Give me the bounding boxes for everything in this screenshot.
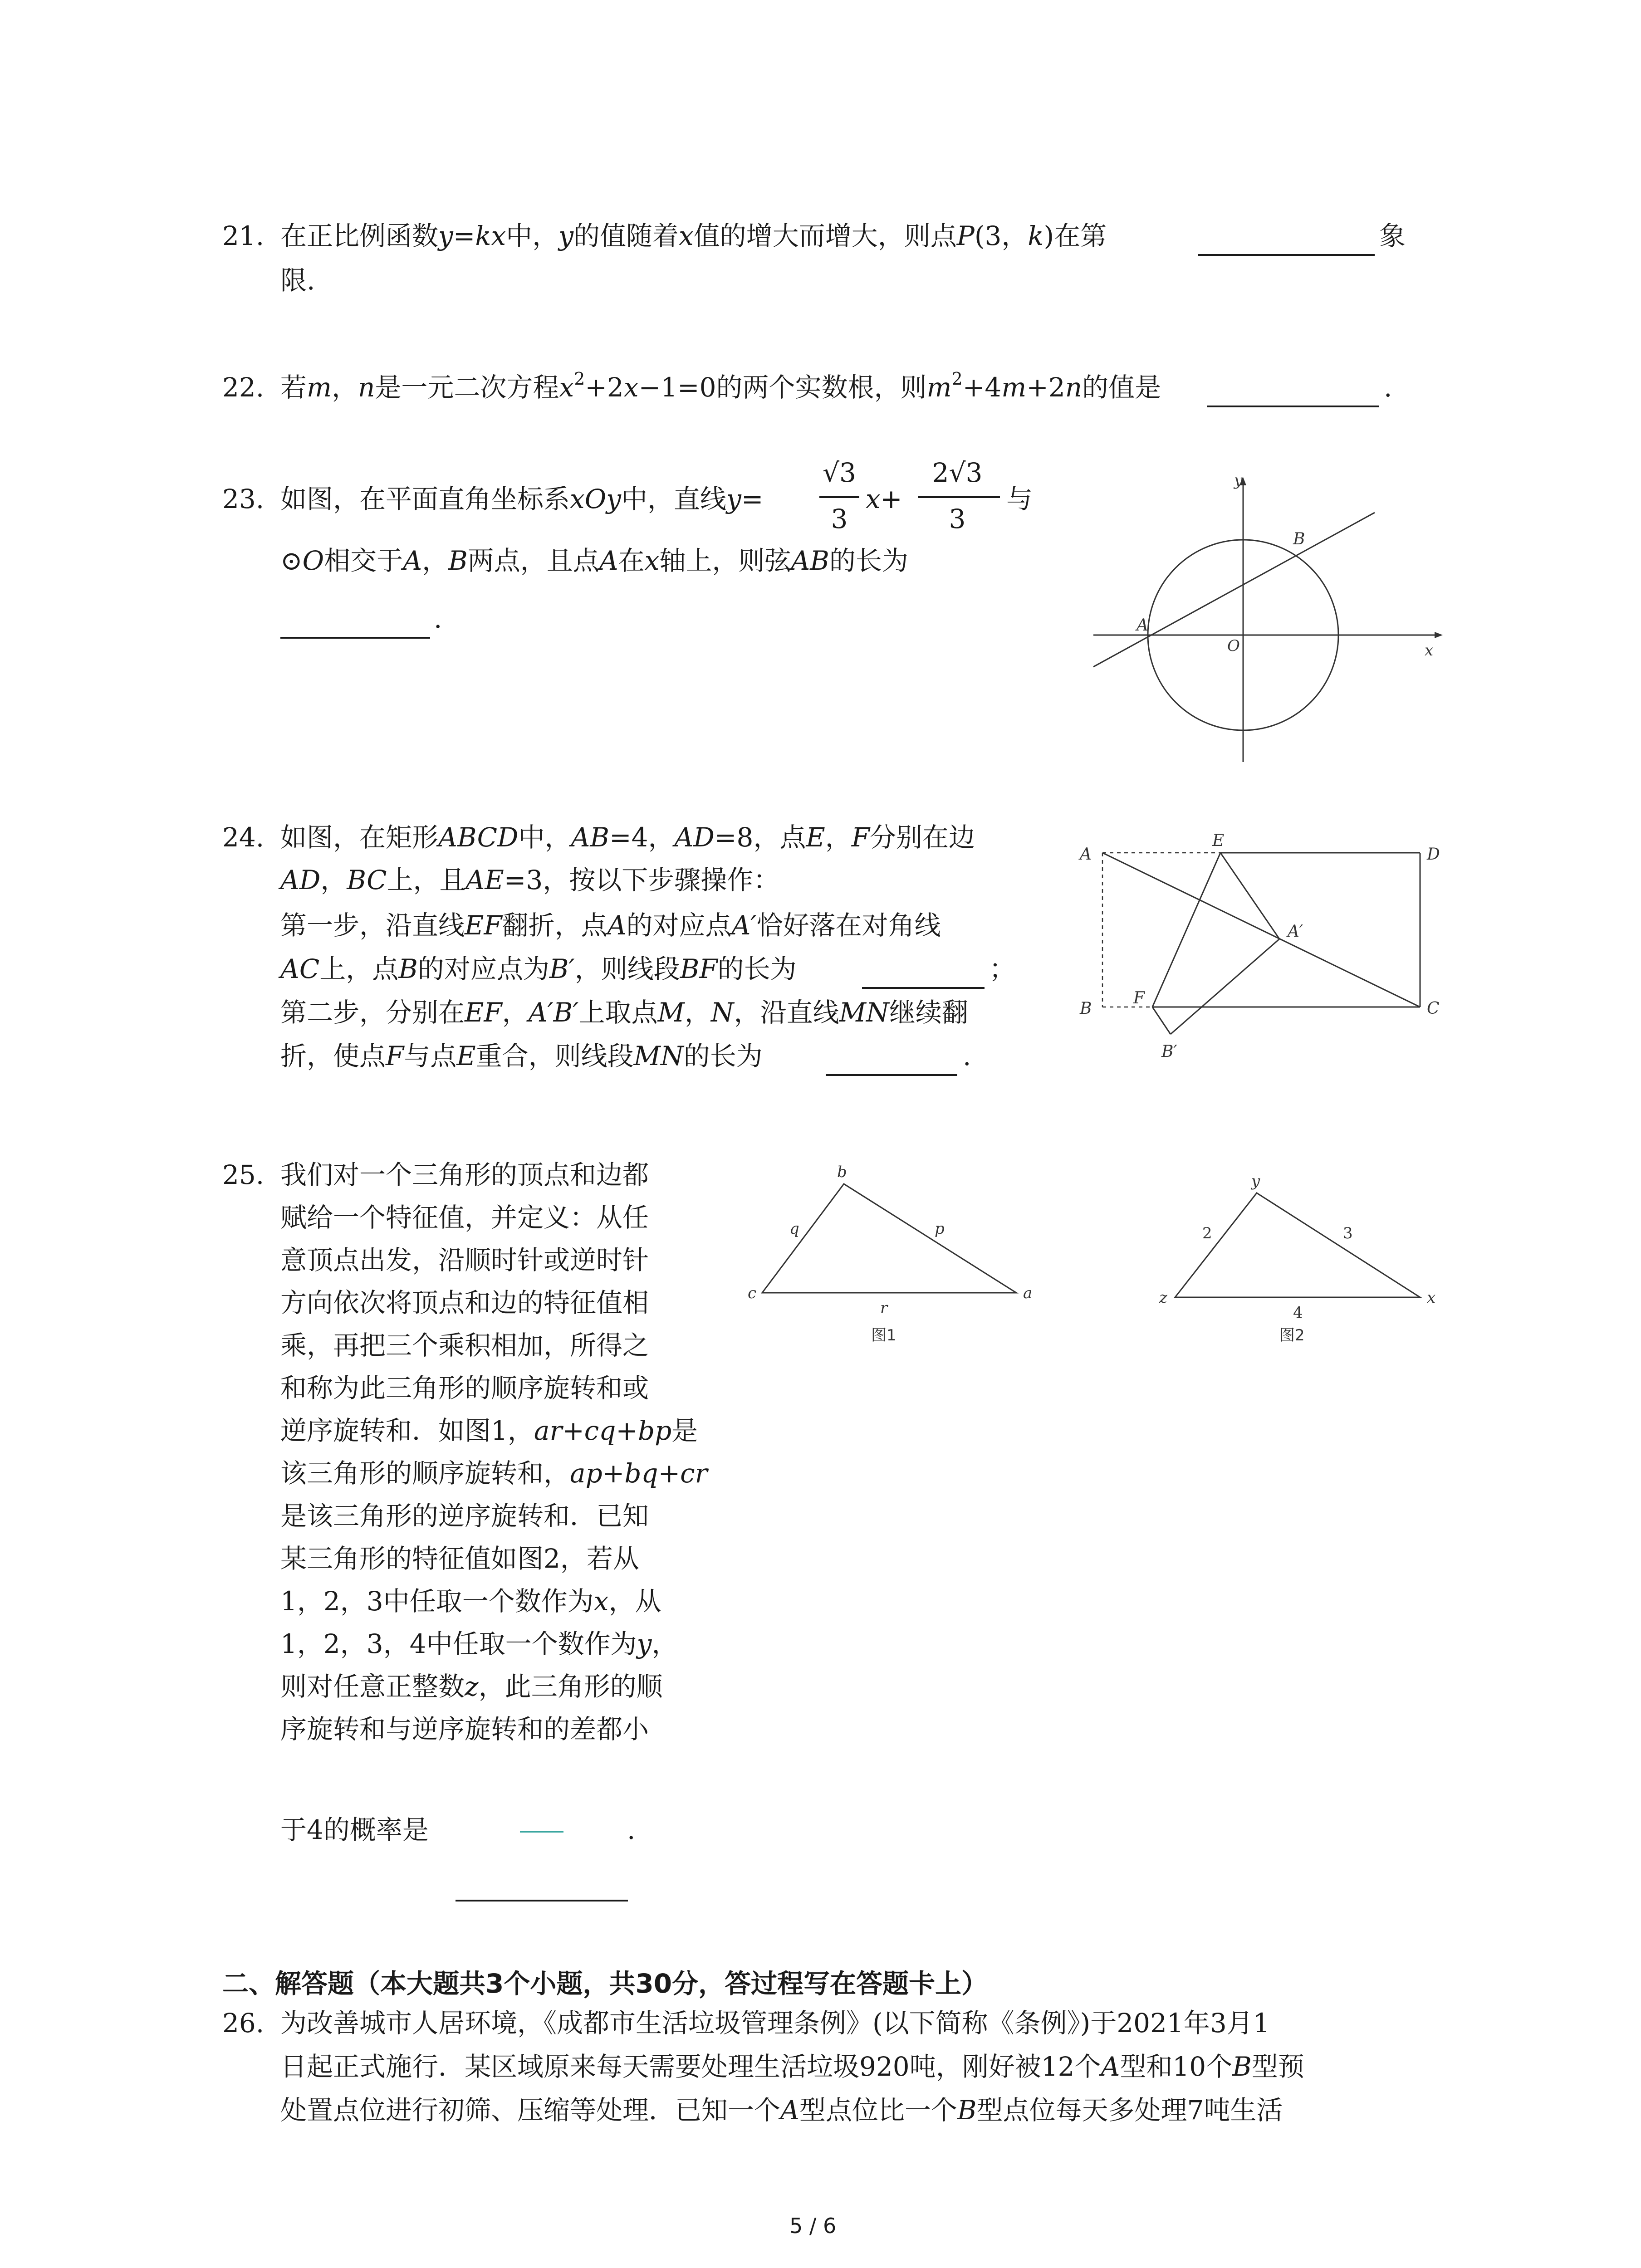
q25-line-6: 和称为此三角形的顺序旋转和或: [280, 1373, 649, 1403]
q21-answer-blank[interactable]: [1198, 254, 1375, 256]
q23-label-b: B: [1293, 530, 1305, 548]
q25-line-9: 是该三角形的逆序旋转和．已知: [280, 1501, 649, 1531]
q24-line4-end: ；: [989, 953, 1016, 984]
q24-line6-end: .: [963, 1041, 971, 1071]
q25-line-14: 序旋转和与逆序旋转和的差都小: [280, 1714, 649, 1745]
q25-fig2-x: x: [1427, 1289, 1436, 1307]
q23-number: 23.: [222, 484, 265, 514]
q25-fig1-p: p: [935, 1220, 945, 1238]
q24-label-c: C: [1427, 999, 1440, 1018]
q23-text-plus: +: [880, 484, 902, 514]
q25-line-7: 逆序旋转和．如图1，ar+cq+bp是: [280, 1415, 698, 1446]
q25-line-10: 某三角形的特征值如图2，若从: [280, 1543, 639, 1574]
q24-line4: AC上，点B的对应点为B′，则线段BF的长为: [280, 953, 797, 984]
q25-line-11: 1，2，3中任取一个数作为x，从: [280, 1586, 661, 1617]
q23-frac1-num: √3: [823, 457, 856, 488]
q24-figure: [1080, 826, 1452, 1080]
q24-label-d: D: [1427, 845, 1440, 864]
page-number: 5 / 6: [789, 2214, 837, 2238]
q25-figure-1: [744, 1161, 1062, 1352]
q23-text-a: 如图，在平面直角坐标系xOy中，直线y=: [280, 484, 764, 514]
q25-line-8: 该三角形的顺序旋转和，ap+bq+cr: [280, 1458, 708, 1489]
q23-label-o: O: [1227, 637, 1240, 655]
q21-line1: 在正比例函数y=kx中，y的值随着x值的增大而增大，则点P(3，k)在第: [280, 220, 1107, 251]
q25-end: .: [627, 1814, 636, 1845]
q25-line-13: 则对任意正整数z，此三角形的顺: [280, 1671, 663, 1702]
q25-line-12: 1，2，3，4中任取一个数作为y，: [280, 1628, 678, 1659]
q25-fig1-b: b: [837, 1163, 847, 1181]
q24-answer-blank-2[interactable]: [826, 1074, 957, 1076]
q25-line-2: 赋给一个特征值，并定义：从任: [280, 1202, 649, 1233]
q26-line1: 为改善城市人居环境，《成都市生活垃圾管理条例》(以下简称《条例》)于2021年3月1: [280, 2008, 1270, 2038]
q24-label-f: F: [1133, 989, 1145, 1007]
section-2-title: 二、解答题（本大题共3个小题，共30分，答过程写在答题卡上）: [222, 1968, 988, 1999]
q26-number: 26.: [222, 2008, 265, 2038]
q23-frac2-bar: [918, 496, 1000, 498]
q23-end: .: [434, 603, 442, 634]
q25-fig2-y: y: [1251, 1172, 1260, 1190]
q25-fig2-four: 4: [1293, 1304, 1303, 1322]
q22-line1: 若m，n是一元二次方程$x^2+2x-1=0$的两个实数根，则$m^2+4m+2n$的值是: [280, 369, 1161, 403]
q25-fig2-z: z: [1159, 1289, 1167, 1307]
q24-seg-ea2: [1220, 853, 1279, 939]
q24-label-a-prime: A′: [1288, 922, 1303, 941]
q25-figure-2: [1143, 1161, 1461, 1352]
q24-diagonal-ac: [1102, 853, 1420, 1007]
q25-line-5: 乘，再把三个乘积相加，所得之: [280, 1330, 649, 1361]
q22-end: .: [1384, 372, 1392, 403]
q23-frac1-bar: [819, 496, 859, 498]
q25-fig2-caption: 图2: [1279, 1326, 1305, 1344]
q24-label-b: B: [1080, 999, 1092, 1018]
q21-line1-end: 象: [1379, 220, 1406, 251]
q24-seg-fb2: [1152, 1007, 1171, 1034]
q25-fig2-triangle: [1175, 1193, 1420, 1297]
q25-number: 25.: [222, 1159, 265, 1190]
q23-x-arrow: [1435, 632, 1443, 638]
q25-line-15: 于4的概率是: [280, 1814, 429, 1845]
q25-fig2-three: 3: [1343, 1224, 1353, 1242]
q24-label-a: A: [1080, 845, 1092, 864]
q23-figure: [1080, 472, 1452, 762]
q24-number: 24.: [222, 822, 265, 853]
q23-frac2-num: 2√3: [932, 457, 983, 488]
q26-line2: 日起正式施行．某区域原来每天需要处理生活垃圾920吨，刚好被12个A型和10个B型预: [280, 2051, 1304, 2082]
q25-fig2-two: 2: [1202, 1224, 1212, 1242]
q23-frac2-den: 3: [949, 503, 966, 534]
q24-line2: AD，BC上，且AE=3，按以下步骤操作：: [280, 865, 780, 895]
q24-line5: 第二步，分别在EF，A′B′上取点M，N，沿直线MN继续翻: [280, 997, 968, 1028]
q24-line6: 折，使点F与点E重合，则线段MN的长为: [280, 1041, 763, 1071]
q21-line2: 限.: [280, 265, 315, 296]
q25-fig1-r: r: [880, 1299, 888, 1317]
q25-line-1: 我们对一个三角形的顶点和边都: [280, 1159, 649, 1190]
q23-label-a: A: [1136, 616, 1148, 635]
q25-fig1-caption: 图1: [871, 1326, 896, 1344]
q22-number: 22.: [222, 372, 265, 403]
q25-fig1-c: c: [748, 1284, 757, 1302]
q23-text-yu: 与: [1006, 484, 1033, 514]
q22-answer-blank[interactable]: [1207, 406, 1379, 407]
q24-line3: 第一步，沿直线EF翻折，点A的对应点A′恰好落在对角线: [280, 910, 941, 941]
q23-text-x: x: [866, 484, 881, 514]
q23-line2: ⊙O相交于A，B两点，且点A在x轴上，则弦AB的长为: [280, 545, 908, 576]
q26-line3: 处置点位进行初筛、压缩等处理．已知一个A型点位比一个B型点位每天多处理7吨生活: [280, 2095, 1283, 2126]
q24-seg-a2b2: [1171, 939, 1279, 1034]
q25-fig1-a: a: [1023, 1284, 1033, 1302]
q25-fig1-q: q: [789, 1220, 799, 1238]
q21-number: 21.: [222, 220, 265, 251]
q24-label-e: E: [1212, 831, 1225, 850]
q25-line-4: 方向依次将顶点和边的特征值相: [280, 1287, 649, 1318]
q23-label-y: y: [1234, 471, 1243, 489]
q23-frac1-den: 3: [831, 503, 848, 534]
q25-answer-blank[interactable]: [456, 1900, 628, 1901]
q24-fold-ef: [1152, 853, 1220, 1007]
q25-fraction-dash: [520, 1831, 563, 1833]
q24-label-b-prime: B′: [1161, 1042, 1177, 1061]
q25-fig1-triangle: [762, 1184, 1016, 1293]
q23-answer-blank[interactable]: [280, 637, 430, 639]
q23-label-x: x: [1425, 641, 1434, 660]
q24-answer-blank-1[interactable]: [862, 987, 985, 989]
q24-line1: 如图，在矩形ABCD中，AB=4，AD=8，点E，F分别在边: [280, 822, 975, 853]
q25-line-3: 意顶点出发，沿顺时针或逆时针: [280, 1245, 649, 1276]
